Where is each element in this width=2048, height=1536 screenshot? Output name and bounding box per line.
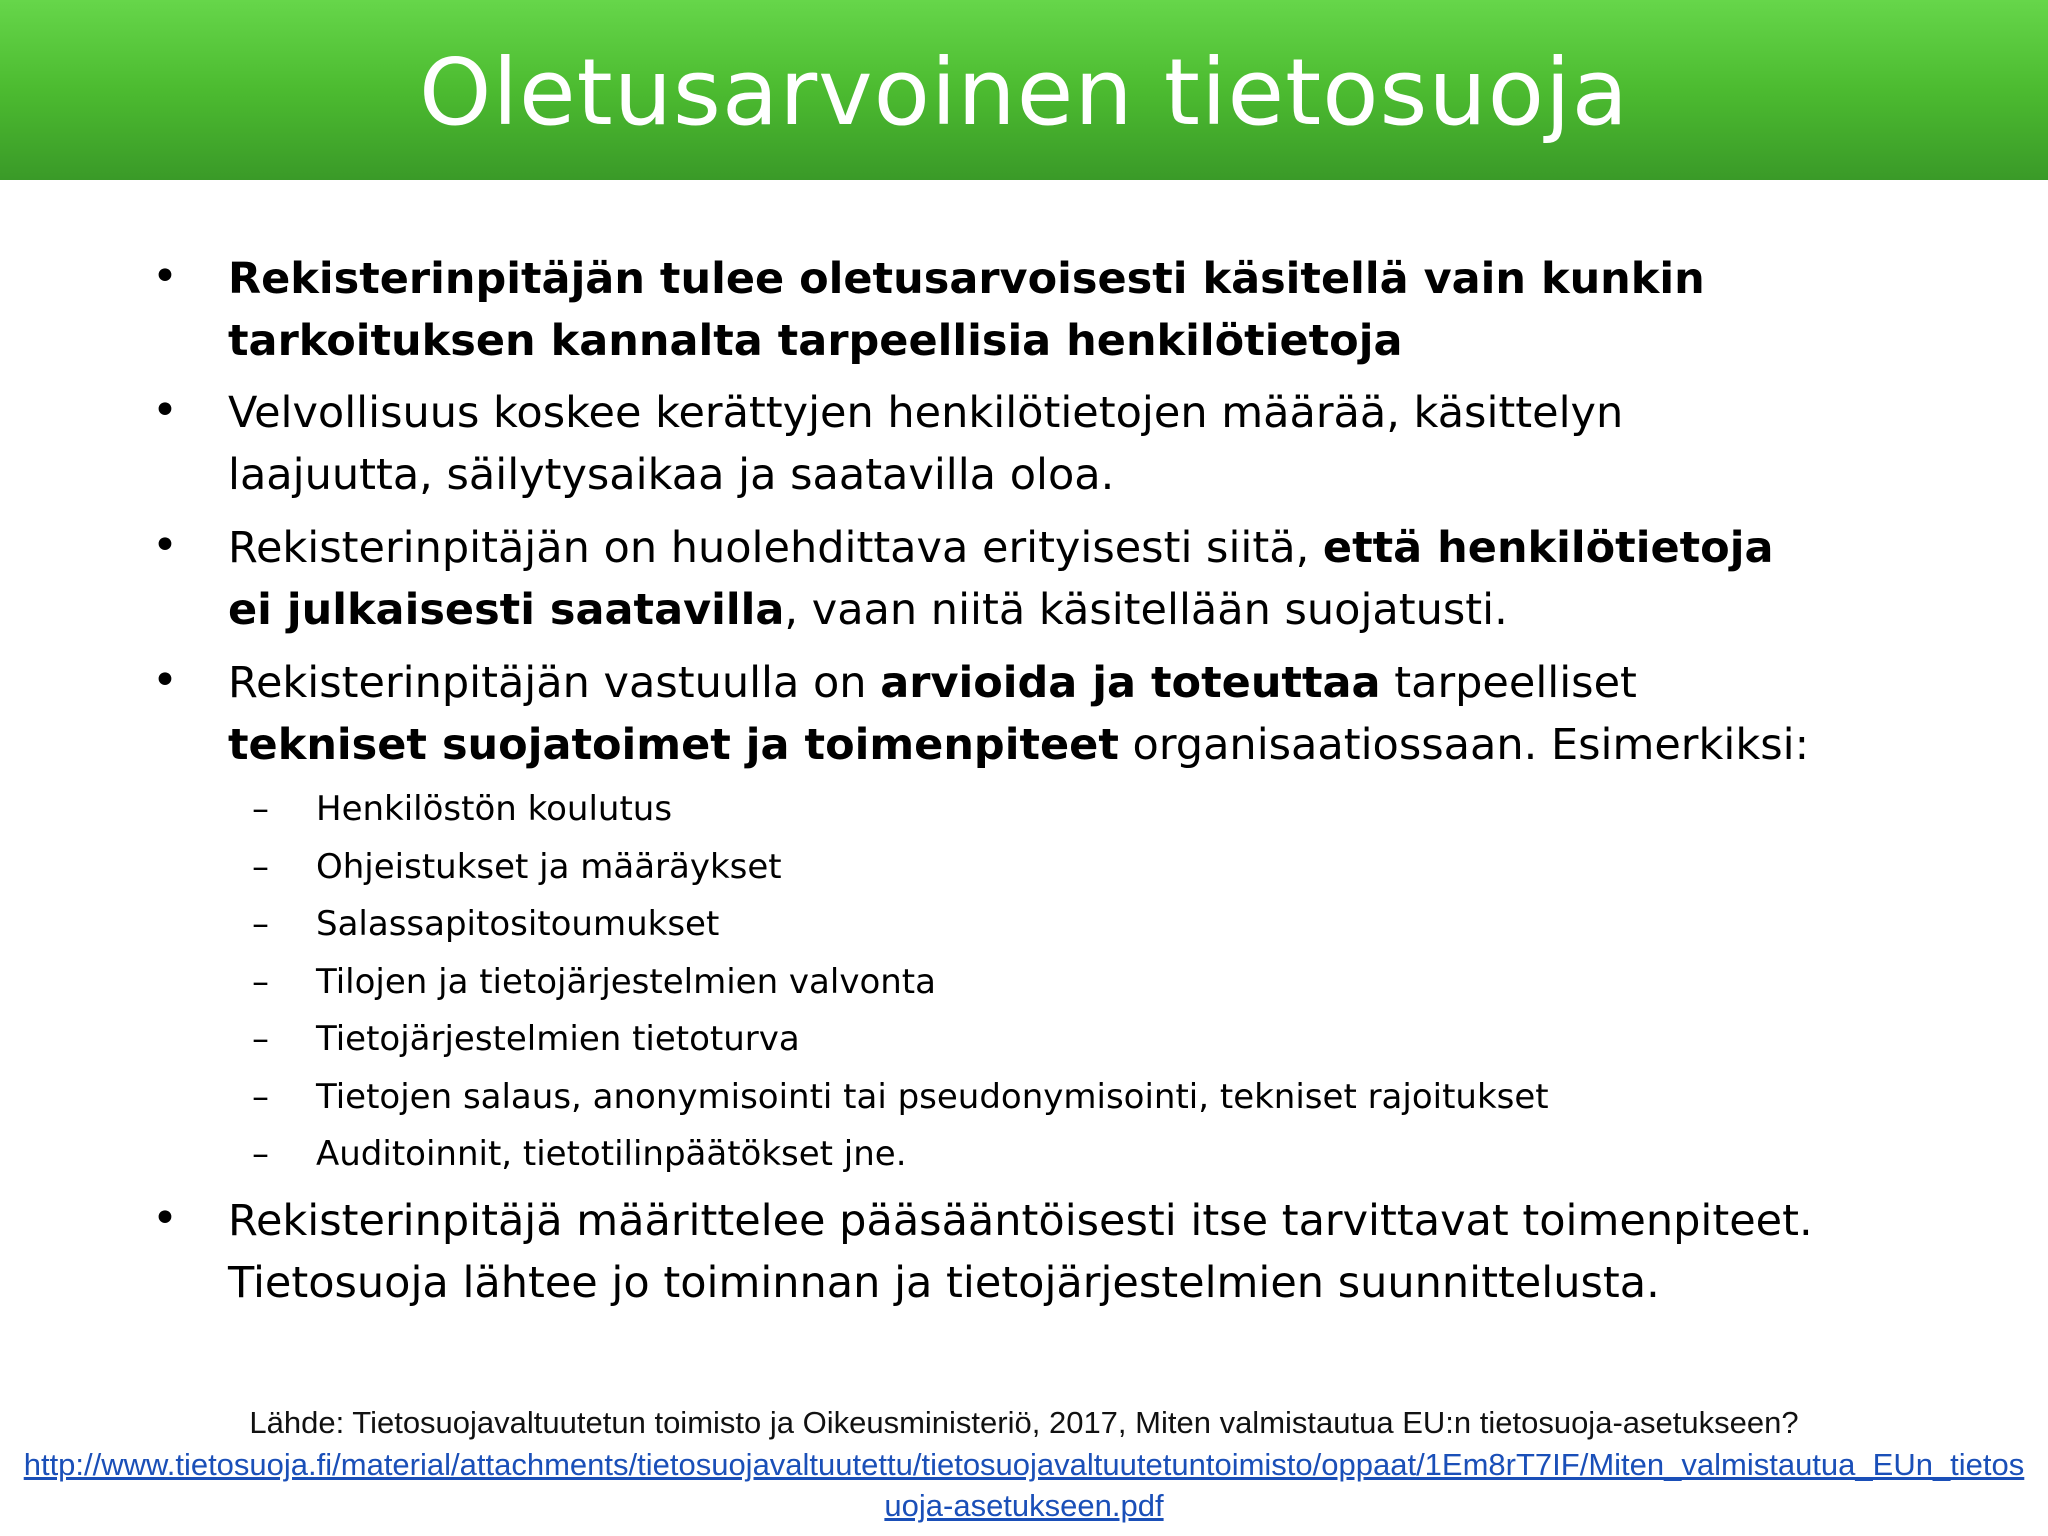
bullet-marker: • <box>152 385 178 436</box>
sub-item-text: Ohjeistukset ja määräykset <box>316 847 782 887</box>
bullet-marker: • <box>152 655 178 706</box>
sub-marker: – <box>252 962 269 1002</box>
bullet-bold-text: tekniset suojatoimet ja toimenpiteet <box>228 720 1119 770</box>
source-citation: Lähde: Tietosuojavaltuutetun toimisto ja Oikeusministeriö, 2017, Miten valmistautua EU:n tietosuoja-asetukseen? <box>249 1405 1799 1440</box>
sub-item-text: Henkilöstön koulutus <box>316 789 673 829</box>
sub-marker: – <box>252 1019 269 1059</box>
bullet-text-part: Rekisterinpitäjän vastuulla on <box>228 658 881 708</box>
title-bar <box>0 0 2048 180</box>
sub-item-text: Auditoinnit, tietotilinpäätökset jne. <box>316 1134 907 1174</box>
bullet-text <box>228 652 1828 776</box>
bullet-marker: • <box>152 1193 178 1244</box>
bullet-text <box>228 517 1828 641</box>
sub-marker: – <box>252 1077 269 1117</box>
source-link[interactable]: http://www.tietosuoja.fi/material/attachments/tietosuojavaltuutettu/tietosuojavaltuutetuntoimisto/oppaat/1Em8rT7IF/Miten_valmistautua_EUn_tietosuoja-asetukseen.pdf <box>23 1447 2025 1523</box>
bullet-marker: • <box>152 251 178 302</box>
bullet-text-part: , vaan niitä käsitellään suojatusti. <box>784 585 1508 635</box>
sub-item-text: Tietojen salaus, anonymisointi tai pseudonymisointi, tekniset rajoitukset <box>316 1077 1549 1117</box>
bullet-text: Velvollisuus koskee kerättyjen henkilötietojen määrää, käsittelyn laajuutta, säilytysaikaa ja saatavilla oloa. <box>228 388 1624 500</box>
bullet-text <box>228 248 1828 372</box>
sub-item-text: Tilojen ja tietojärjestelmien valvonta <box>316 962 936 1002</box>
bullet-text-part: organisaatiossaan. Esimerkiksi: <box>1118 720 1810 770</box>
bullet-bold-text: arvioida ja toteuttaa <box>880 658 1381 708</box>
bullet-text-part: tarpeelliset <box>1380 658 1637 708</box>
sub-item-text: Salassapitositoumukset <box>316 904 720 944</box>
sub-marker: – <box>252 904 269 944</box>
bullet-marker: • <box>152 520 178 571</box>
bullet-text-part: Rekisterinpitäjän on huolehdittava erityisesti siitä, <box>228 523 1323 573</box>
sub-marker: – <box>252 789 269 829</box>
slide-title: Oletusarvoinen tietosuoja <box>419 39 1629 146</box>
sub-marker: – <box>252 1134 269 1174</box>
bullet-text: Rekisterinpitäjä määrittelee pääsääntöisesti itse tarvittavat toimenpiteet. Tietosuoja lähtee jo toiminnan ja tietojärjestelmien suunnittelusta. <box>228 1196 1813 1308</box>
bullet-bold-text: että henkilötietoja ei julkaisesti saatavilla <box>228 523 1774 635</box>
sub-marker: – <box>252 847 269 887</box>
bullet-bold-text: Rekisterinpitäjän tulee oletusarvoisesti käsitellä vain kunkin tarkoituksen kannalta tarpeellisia henkilötietoja <box>228 254 1705 366</box>
sub-item-text: Tietojärjestelmien tietoturva <box>316 1019 800 1059</box>
